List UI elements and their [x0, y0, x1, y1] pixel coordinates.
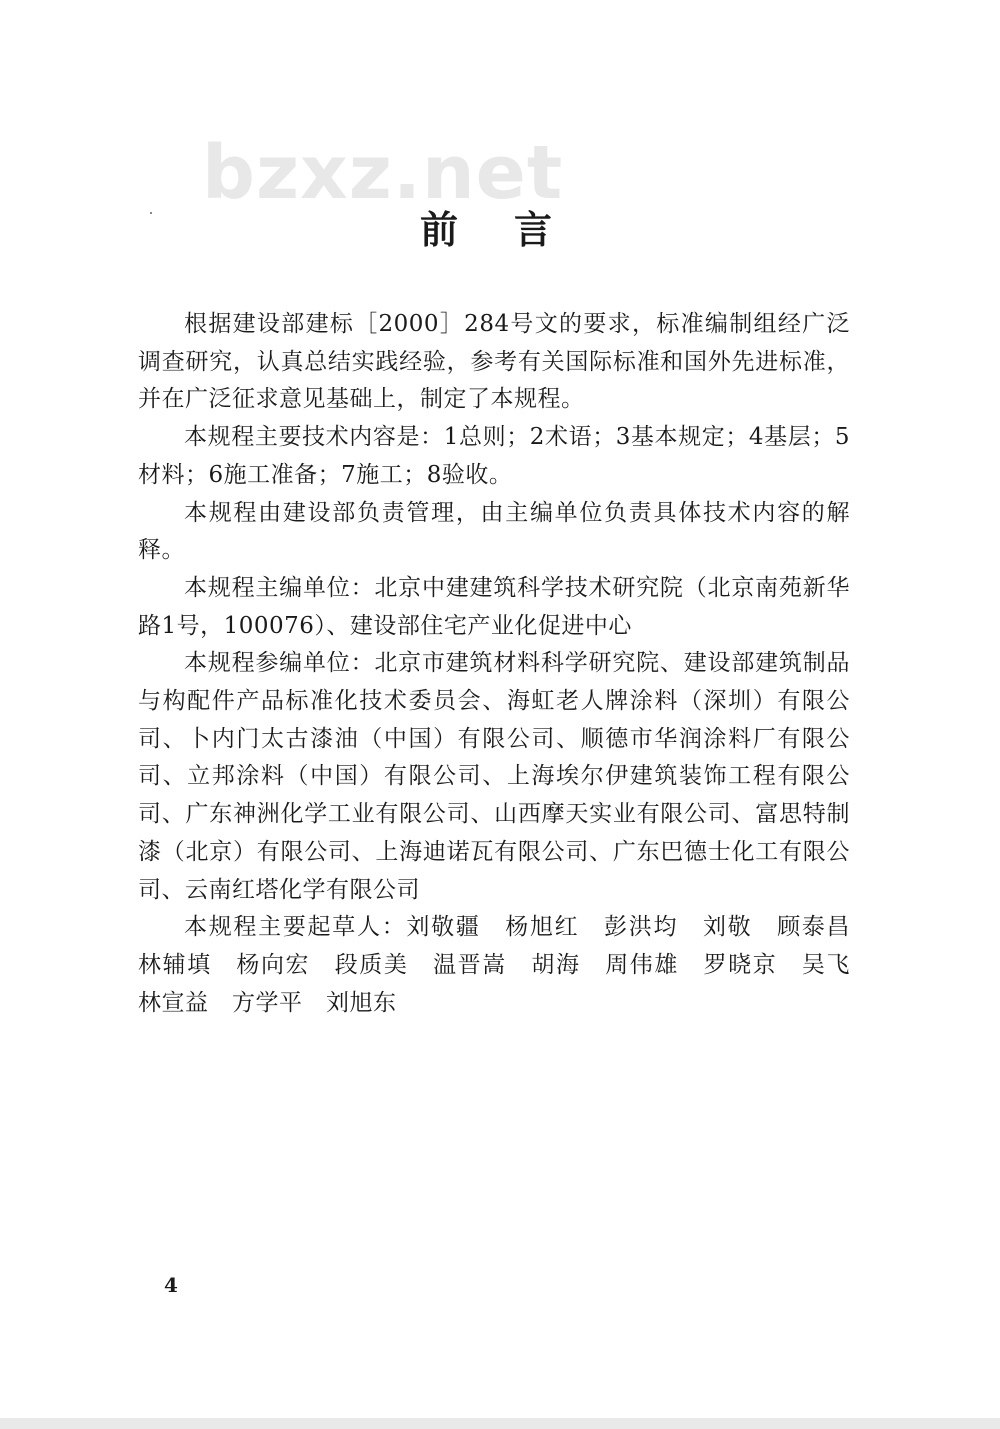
page-number: 4 [164, 1273, 178, 1297]
paragraph-participating-units: 本规程参编单位：北京市建筑材料科学研究院、建设部建筑制品与构配件产品标准化技术委员会、海虹老人牌涂料（深圳）有限公司、卜内门太古漆油（中国）有限公司、顺德市华润涂料厂有限公司、立邦涂料（中国）有限公司、上海埃尔伊建筑装饰工程有限公司、广东神洲化学工业有限公司、山西摩天实业有限公司、富思特制漆（北京）有限公司、上海迪诺瓦有限公司、广东巴德士化工有限公司、云南红塔化学有限公司 [138, 650, 850, 903]
paragraph-drafters: 本规程主要起草人：刘敬疆 杨旭红 彭洪均 刘敬 顾泰昌 林辅填 杨向宏 段质美 温晋嵩 胡海 周伟雄 罗晓京 吴飞 林宣益 方学平 刘旭东 [138, 914, 874, 1016]
paragraph-management: 本规程由建设部负责管理，由主编单位负责具体技术内容的解释。 [138, 499, 850, 564]
page-title: 前言 [419, 207, 608, 252]
bottom-scan-edge [0, 1418, 1000, 1429]
paragraph-chief-editor-unit: 本规程主编单位：北京中建建筑科学技术研究院（北京南苑新华路1号，100076）、建设部住宅产业化促进中心 [138, 574, 850, 639]
watermark: bzxz.net [202, 130, 564, 216]
paragraph-technical-content: 本规程主要技术内容是：1总则；2术语；3基本规定；4基层；5材料；6施工准备；7施工；8验收。 [138, 424, 850, 488]
preface-body [138, 306, 874, 1022]
paragraph-basis: 根据建设部建标［2000］284号文的要求，标准编制组经广泛调查研究，认真总结实践经验，参考有关国际标准和国外先进标准，并在广泛征求意见基础上，制定了本规程。 [138, 311, 850, 413]
